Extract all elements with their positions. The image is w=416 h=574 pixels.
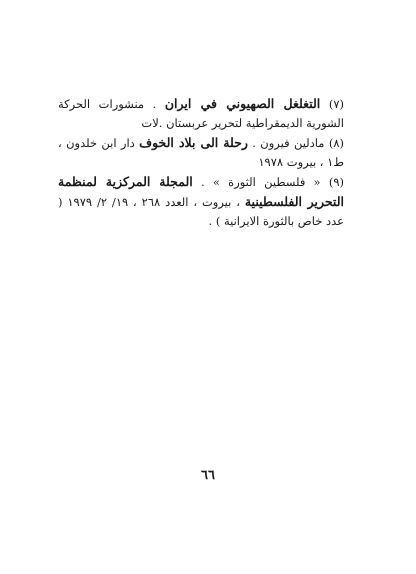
reference-9-number: (٩) « فلسطين الثورة » . [200, 175, 345, 189]
reference-8 [58, 133, 344, 172]
reference-8-number: (٨) مادلين فيرون . [252, 136, 345, 150]
page-number: ٦٦ [201, 468, 215, 483]
reference-8-details: دار ابن خلدون ، ط١ ، بيروت ١٩٧٨ [58, 136, 344, 169]
reference-9 [58, 172, 344, 231]
reference-8-title: رحلة الى بلاد الخوف [139, 135, 248, 150]
reference-9-title: المجلة المركزية لمنظمة التحرير الفلسطينية [58, 174, 344, 209]
reference-7-number: (٧) [328, 97, 345, 111]
references-list [58, 94, 344, 231]
reference-7-details: . منشورات الحركة الشورية الديمقراطية لتحرير عربستان .لات [58, 97, 344, 130]
reference-7 [58, 94, 344, 133]
reference-7-title: التغلغل الصهيوني في ايران [164, 96, 321, 111]
reference-9-details: ، بيروت ، العدد ٢٦٨ ، ١٩/ ٢/ ١٩٧٩ ( عدد خاص بالثورة الايرانية ) . [58, 195, 344, 228]
